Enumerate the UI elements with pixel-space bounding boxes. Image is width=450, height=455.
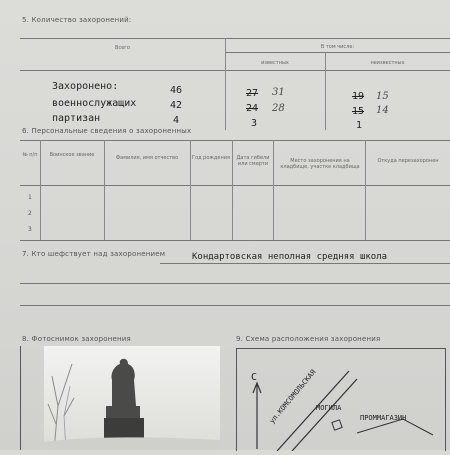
row-buried-unknown-new: 15 [376,91,389,102]
section5-title: 5. Количество захоронений: [22,16,132,24]
row-soldiers-unknown-old: 15 [352,106,365,117]
col-death-header: Дата гибели или смерти [236,155,270,167]
col-name-header: Фамилия, имя отчество [115,155,179,161]
table6-col-line-5 [273,140,274,240]
grave-label: МОГИЛА [316,404,342,412]
col-from-header: Откуда перезахоронен [377,158,439,164]
location-diagram [236,348,446,451]
north-label: С [251,372,258,383]
memorial-photo [44,346,220,450]
col-num-header: № п/п [22,152,38,158]
row-partisans-label: партизан [52,113,101,124]
section9-title: 9. Схема расположения захоронения [236,335,381,343]
row-number-2: 2 [28,210,32,217]
row-soldiers-unknown-new: 14 [376,105,389,116]
section7-line-3 [20,305,450,306]
table5-divider-1 [225,38,226,130]
row-buried-total: 46 [170,85,183,96]
section8-left-border [20,346,21,450]
col-rank-header: Воинское звание [49,152,95,158]
section7-title: 7. Кто шефствует над захоронением [22,250,166,258]
section7-line-2 [20,283,450,284]
table6-col-line-6 [365,140,366,240]
table6-header-bottom [20,185,450,186]
col-total-header: Всего [115,45,130,51]
table6-col-line-1 [40,140,41,240]
table6-col-line-3 [190,140,191,240]
section8-title: 8. Фотоснимок захоронения [22,335,131,343]
table6-bottom-border [20,240,450,241]
row-buried-known-old: 27 [246,88,259,99]
col-including-header: В том числе: [320,44,355,50]
memorial-monument-image [44,346,220,450]
row-number-3: 3 [28,226,32,233]
row-partisans-total: 4 [173,115,180,126]
table6-col-line-2 [104,140,105,240]
row-soldiers-known-new: 28 [272,103,285,114]
row-soldiers-total: 42 [170,100,183,111]
col-unknown-header: неизвестных [370,60,405,66]
street-label: ул.КОМСОМОЛЬСКАЯ [268,368,318,426]
location-diagram-svg [237,349,445,451]
row-soldiers-known-old: 24 [246,103,259,114]
col-birth-header: Год рождения [192,155,230,161]
row-buried-label: Захоронено: [52,81,119,92]
shop-label: ПРОММАГАЗИН [360,414,407,422]
table6-top-border [20,140,450,141]
col-place-header: Место захоронения на кладбище, участке кладбища [280,158,360,170]
col-known-header: известных [261,60,289,66]
patron-value: Кондартовская неполная средняя школа [192,252,388,262]
row-number-1: 1 [28,194,32,201]
section7-line-1 [160,263,450,264]
row-partisans-known: 3 [251,118,258,129]
table5-subheader-line [225,52,450,53]
row-partisans-unknown: 1 [356,120,363,131]
row-soldiers-label: военнослужащих [52,98,137,109]
table5-top-border [20,38,450,39]
row-buried-unknown-old: 19 [352,91,365,102]
section6-title: 6. Персональные сведения о захороненных [22,127,192,135]
row-buried-known-new: 31 [272,87,285,98]
table5-header-bottom [20,70,450,71]
